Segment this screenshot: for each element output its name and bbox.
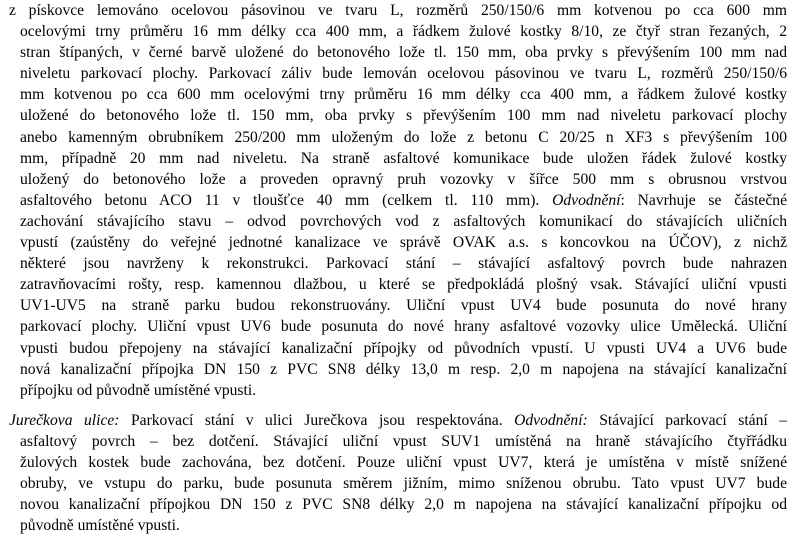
paragraph-gap <box>9 401 787 410</box>
text-run: přípojku od původně umístěné vpusti. <box>20 381 257 399</box>
text-line <box>9 105 787 126</box>
text-run: obruby, ve vstupu do parku, bude posunuta směrem jižním, mimo sníženou obrubu. Tato vpust UV7 bude <box>20 475 787 493</box>
text-run: parkovací plochy. Uliční vpust UV6 bude posunuta do nové hrany asfaltové vozovky ulice Umělecká. Uliční <box>20 318 787 336</box>
text-run: ocelovými trny průměru 16 mm délky cca 400 mm, a řádkem žulové kostky 8/10, ze čtyř stran řezaných, 2 <box>20 23 787 41</box>
text-run: vpusti budou přepojeny na stávající kanalizační přípojky od původních vpustí. U vpusti UV4 a UV6 bude <box>20 339 787 357</box>
text-run: nová kanalizační přípojka DN 150 z PVC SN8 délky 13,0 m resp. 2,0 m napojena na stávající kanalizační <box>20 360 787 378</box>
text-line <box>9 127 787 148</box>
paragraph-jureckova-street <box>9 410 787 536</box>
text-run: niveletu parkovací plochy. Parkovací záliv bude lemován ocelovou pásovinou ve tvaru L, rozměrů 250/150/6 <box>20 65 787 83</box>
text-run: uložené do betonového lože tl. 150 mm, oba prvky s převýšením 100 mm nad niveletu parkovací plochy <box>20 107 787 125</box>
text-line <box>9 380 787 401</box>
text-run: asfaltového betonu ACO 11 v tloušťce 40 mm (celkem tl. 110 mm). <box>20 191 553 209</box>
jureckova-heading: Jurečkova ulice: <box>9 411 120 429</box>
text-run: mm kotvenou po cca 600 mm ocelovými trny průměru 16 mm délky cca 400 mm, a řádkem žulové kostky <box>20 86 787 104</box>
text-run: anebo kamenným obrubníkem 250/200 mm uloženým do lože z betonu C 20/25 n XF3 s převýšením 100 <box>20 128 787 146</box>
text-line <box>9 295 787 316</box>
text-run: novou kanalizační přípojkou DN 150 z PVC SN8 délky 2,0 m napojena na stávající kanalizační přípojku od <box>20 496 787 514</box>
text-line <box>9 410 787 431</box>
text-line <box>9 338 787 359</box>
text-line <box>9 148 787 169</box>
text-line <box>9 0 787 21</box>
text-run: uložený do betonového lože a proveden opravný pruh vozovky v šířce 500 mm s obrusnou vrstvou <box>20 170 787 188</box>
text-run: původně umístěné vpusti. <box>20 517 180 535</box>
text-line <box>9 274 787 295</box>
odvodneni-label: Odvodnění: <box>514 411 588 429</box>
text-run: stran štípaných, v černé barvě uložené do betonového lože tl. 150 mm, oba prvky s převýšením 100 mm nad <box>20 44 787 62</box>
text-line <box>9 211 787 232</box>
text-run: z pískovce lemováno ocelovou pásovinou ve tvaru L, rozměrů 250/150/6 mm kotvenou po cca 600 mm <box>9 2 787 19</box>
text-run: žulových kostek bude zachována, bez dotčení. Pouze uliční vpust UV7, která je umístěna v místě snížené <box>20 453 787 471</box>
text-line <box>9 42 787 63</box>
text-run: zachování stávajícího stavu – odvod povrchových vod z asfaltových komunikací do stávajících uličních <box>20 212 787 230</box>
text-line <box>9 169 787 190</box>
text-run: : Navrhuje se částečné <box>620 191 787 209</box>
text-run: mm, případně 20 mm nad niveletu. Na straně asfaltové komunikace bude uložen řádek žulové kostky <box>20 149 787 167</box>
text-line <box>9 232 787 253</box>
paragraph-park-parking <box>9 0 787 401</box>
text-line <box>9 316 787 337</box>
text-run: zatravňovacími rošty, resp. kamennou dlažbou, u které se předpokládá plošný vsak. Stávající uliční vpusti <box>20 276 787 294</box>
text-run: Stávající parkovací stání – <box>587 411 787 429</box>
text-line <box>9 452 787 473</box>
text-run: UV1-UV5 na straně parku budou rekonstruovány. Uliční vpust UV4 bude posunuta do nové hrany <box>20 297 787 315</box>
text-run: vpustí (zaústěny do veřejné jednotné kanalizace ve správě OVAK a.s. s koncovkou na ÚČOV), z nichž <box>20 234 787 252</box>
text-run: asfaltový povrch – bez dotčení. Stávající uliční vpust SUV1 umístěná na hraně stávajícího čtyřřádku <box>20 432 787 450</box>
text-run: některé jsou navrženy k rekonstrukci. Parkovací stání – stávající asfaltový povrch bude nahrazen <box>20 255 787 273</box>
odvodneni-label: Odvodnění <box>552 191 621 209</box>
text-run: Parkovací stání v ulici Jurečkova jsou respektována. <box>119 411 515 429</box>
text-line <box>9 190 787 211</box>
text-line <box>9 494 787 515</box>
text-line <box>9 359 787 380</box>
text-line <box>9 253 787 274</box>
text-line <box>9 431 787 452</box>
text-line <box>9 473 787 494</box>
text-line <box>9 21 787 42</box>
text-line <box>9 84 787 105</box>
text-line <box>9 63 787 84</box>
